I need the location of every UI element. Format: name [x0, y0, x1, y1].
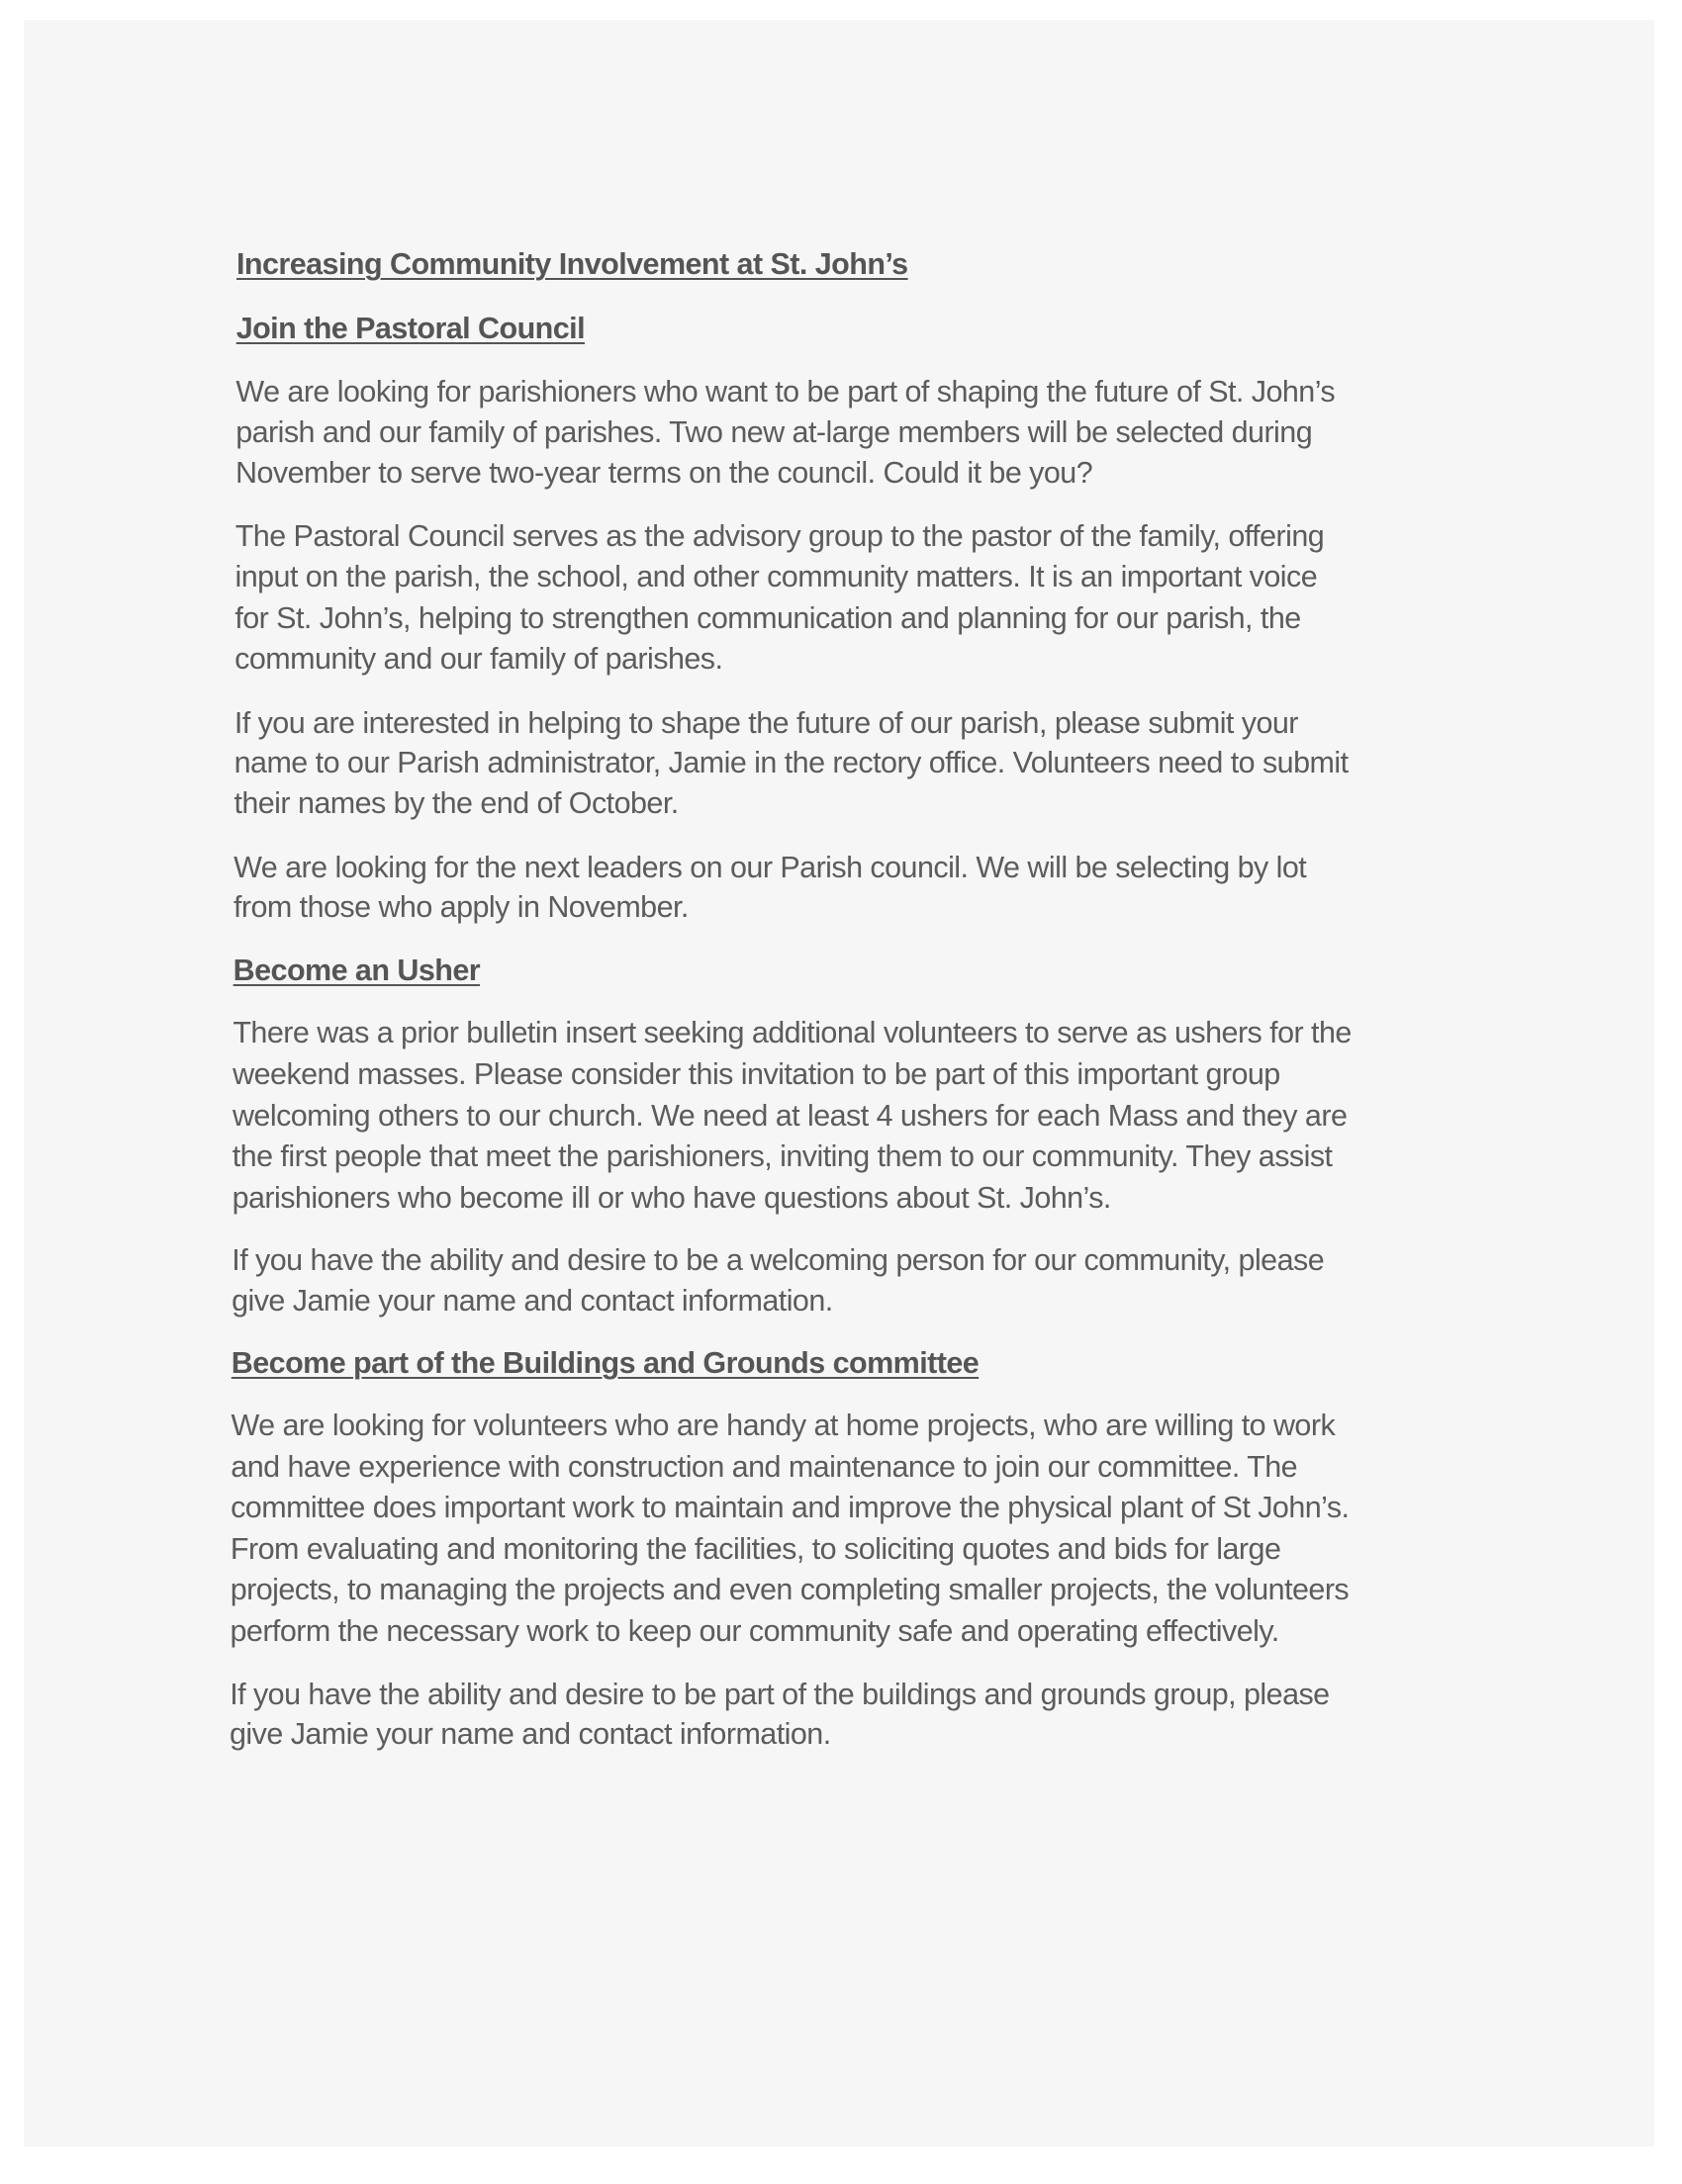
section-heading: Become an Usher [233, 954, 481, 987]
paragraph-line: We are looking for parishioners who want to be part of shaping the future of St. John’s [235, 375, 1336, 409]
paragraph-line: name to our Parish administrator, Jamie in the rectory office. Volunteers need to submit [234, 746, 1349, 779]
paragraph-line: projects, to managing the projects and even completing smaller projects, the volunteers [230, 1573, 1350, 1606]
paragraph-line: perform the necessary work to keep our community safe and operating effectively. [230, 1614, 1279, 1648]
paragraph-line: November to serve two-year terms on the council. Could it be you? [235, 456, 1093, 490]
paragraph-line: welcoming others to our church. We need at least 4 ushers for each Mass and they are [232, 1099, 1348, 1133]
paragraph-line: committee does important work to maintain and improve the physical plant of St John’s. [231, 1491, 1350, 1524]
paragraph-line: We are looking for volunteers who are handy at home projects, who are willing to work [231, 1409, 1336, 1442]
paragraph-line: and have experience with construction and maintenance to join our committee. The [231, 1450, 1298, 1484]
paragraph-line: There was a prior bulletin insert seeking additional volunteers to serve as ushers for the [233, 1016, 1352, 1049]
section-heading: Become part of the Buildings and Grounds committee [231, 1346, 980, 1380]
paragraph-line: We are looking for the next leaders on our Parish council. We will be selecting by lot [234, 851, 1307, 884]
paragraph-line: the first people that meet the parishioners, inviting them to our community. They assist [232, 1139, 1333, 1173]
paragraph-line: for St. John’s, helping to strengthen communication and planning for our parish, the [234, 601, 1301, 635]
paragraph-line: from those who apply in November. [233, 890, 689, 924]
document-title: Increasing Community Involvement at St. John’s [236, 247, 908, 281]
paragraph-line: give Jamie your name and contact information. [232, 1284, 833, 1318]
paragraph-line: community and our family of parishes. [234, 642, 723, 676]
paragraph-line: parishioners who become ill or who have questions about St. John’s. [232, 1181, 1111, 1215]
paragraph-line: give Jamie your name and contact information. [230, 1717, 831, 1751]
paragraph-line: From evaluating and monitoring the facilities, to soliciting quotes and bids for large [230, 1532, 1281, 1566]
paragraph-line: If you have the ability and desire to be part of the buildings and grounds group, please [230, 1678, 1330, 1711]
paragraph-line: weekend masses. Please consider this invitation to be part of this important group [233, 1057, 1280, 1091]
paragraph-line: their names by the end of October. [234, 786, 679, 820]
paragraph-line: parish and our family of parishes. Two new at-large members will be selected during [235, 415, 1313, 449]
section-heading: Join the Pastoral Council [235, 312, 585, 345]
paragraph-line: If you are interested in helping to shape the future of our parish, please submit your [234, 706, 1298, 740]
paragraph-line: The Pastoral Council serves as the advisory group to the pastor of the family, offering [234, 519, 1325, 553]
paragraph-line: input on the parish, the school, and other community matters. It is an important voice [234, 560, 1318, 593]
paragraph-line: If you have the ability and desire to be a welcoming person for our community, please [232, 1243, 1325, 1277]
